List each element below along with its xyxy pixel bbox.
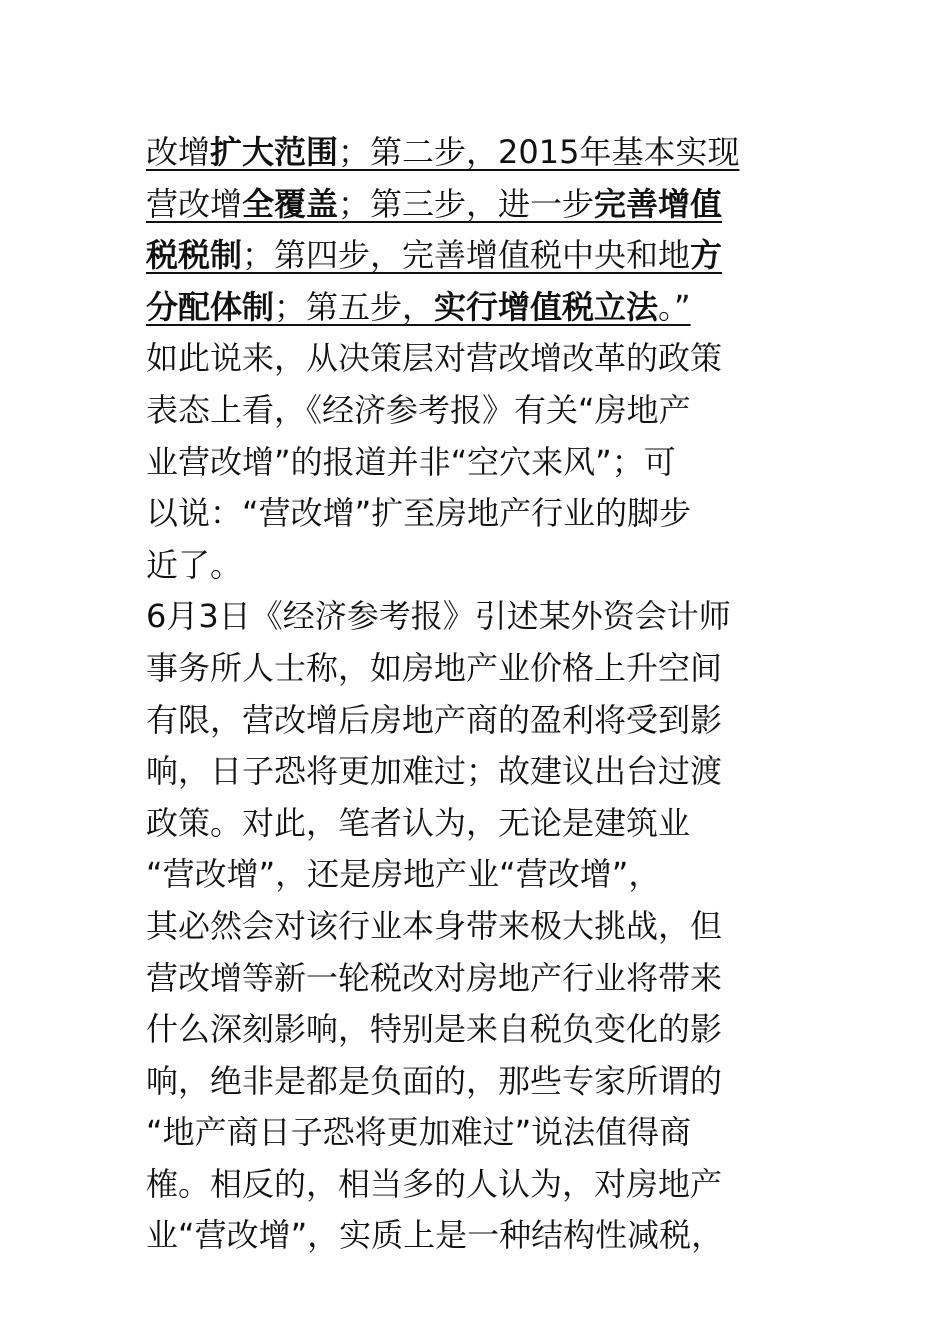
text-line xyxy=(146,1159,826,1211)
text-segment: 响，日子恐将更加难过；故建议出台过渡 xyxy=(146,752,723,791)
bold-text-segment: 方 xyxy=(690,236,723,275)
text-segment: 营改增等新一轮税改对房地产行业将带来 xyxy=(146,958,723,997)
text-segment: 其必然会对该行业本身带来极大挑战，但 xyxy=(146,906,723,945)
text-line xyxy=(146,179,826,231)
text-line xyxy=(146,385,826,437)
body-text xyxy=(146,127,826,1262)
text-line xyxy=(146,953,826,1005)
text-segment: ；第二步，2015年基本实现 xyxy=(338,133,740,171)
text-segment: 事务所人士称，如房地产业价格上升空间 xyxy=(146,648,723,687)
text-segment: “地产商日子恐将更加难过”说法值得商 xyxy=(146,1113,692,1152)
text-line xyxy=(146,437,826,489)
text-segment: 榷。相反的，相当多的人认为，对房地产 xyxy=(146,1164,723,1203)
text-segment: 近了。 xyxy=(146,545,243,584)
bold-text-segment: 全覆盖 xyxy=(242,184,339,223)
text-segment: 如此说来，从决策层对营改增改革的政策 xyxy=(146,339,723,378)
bold-text-segment: 完善增值 xyxy=(594,184,723,223)
bold-text-segment: 扩大范围 xyxy=(210,133,339,171)
text-segment: ；第五步， xyxy=(274,287,435,326)
text-line xyxy=(146,540,826,592)
text-line xyxy=(146,1056,826,1108)
text-segment: 政策。对此，笔者认为，无论是建筑业 xyxy=(146,803,691,842)
text-line xyxy=(146,1210,826,1262)
text-segment: 改增 xyxy=(146,133,211,171)
text-line xyxy=(146,695,826,747)
text-line xyxy=(146,488,826,540)
text-line xyxy=(146,849,826,901)
text-segment: 6月3日《经济参考报》引述某外资会计师 xyxy=(146,597,731,636)
bold-text-segment: 实行增值税立法 xyxy=(434,287,659,326)
text-line xyxy=(146,901,826,953)
text-line xyxy=(146,230,826,282)
text-line xyxy=(146,333,826,385)
text-segment: 。” xyxy=(658,287,691,326)
text-segment: ；第四步，完善增值税中央和地 xyxy=(242,236,691,275)
text-line xyxy=(146,746,826,798)
text-line xyxy=(146,591,826,643)
text-segment: “营改增”，还是房地产业“营改增”， xyxy=(146,855,661,894)
text-segment: 业营改增”的报道并非“空穴来风”；可 xyxy=(146,442,676,481)
bold-text-segment: 分配体制 xyxy=(146,287,275,326)
text-segment: 什么深刻影响，特别是来自税负变化的影 xyxy=(146,1010,723,1049)
bold-text-segment: 税税制 xyxy=(146,236,243,275)
text-line xyxy=(146,1004,826,1056)
text-segment: 表态上看，《经济参考报》有关“房地产 xyxy=(146,390,691,429)
text-line xyxy=(146,643,826,695)
text-segment: ；第三步，进一步 xyxy=(338,184,595,223)
text-line xyxy=(146,798,826,850)
text-segment: 有限，营改增后房地产商的盈利将受到影 xyxy=(146,700,723,739)
text-segment: 以说：“营改增”扩至房地产行业的脚步 xyxy=(146,494,692,533)
text-segment: 响，绝非是都是负面的，那些专家所谓的 xyxy=(146,1061,723,1100)
text-segment: 业“营改增”，实质上是一种结构性减税， xyxy=(146,1216,724,1255)
text-line xyxy=(146,1107,826,1159)
text-segment: 营改增 xyxy=(146,184,243,223)
text-line xyxy=(146,127,826,179)
text-line xyxy=(146,282,826,334)
